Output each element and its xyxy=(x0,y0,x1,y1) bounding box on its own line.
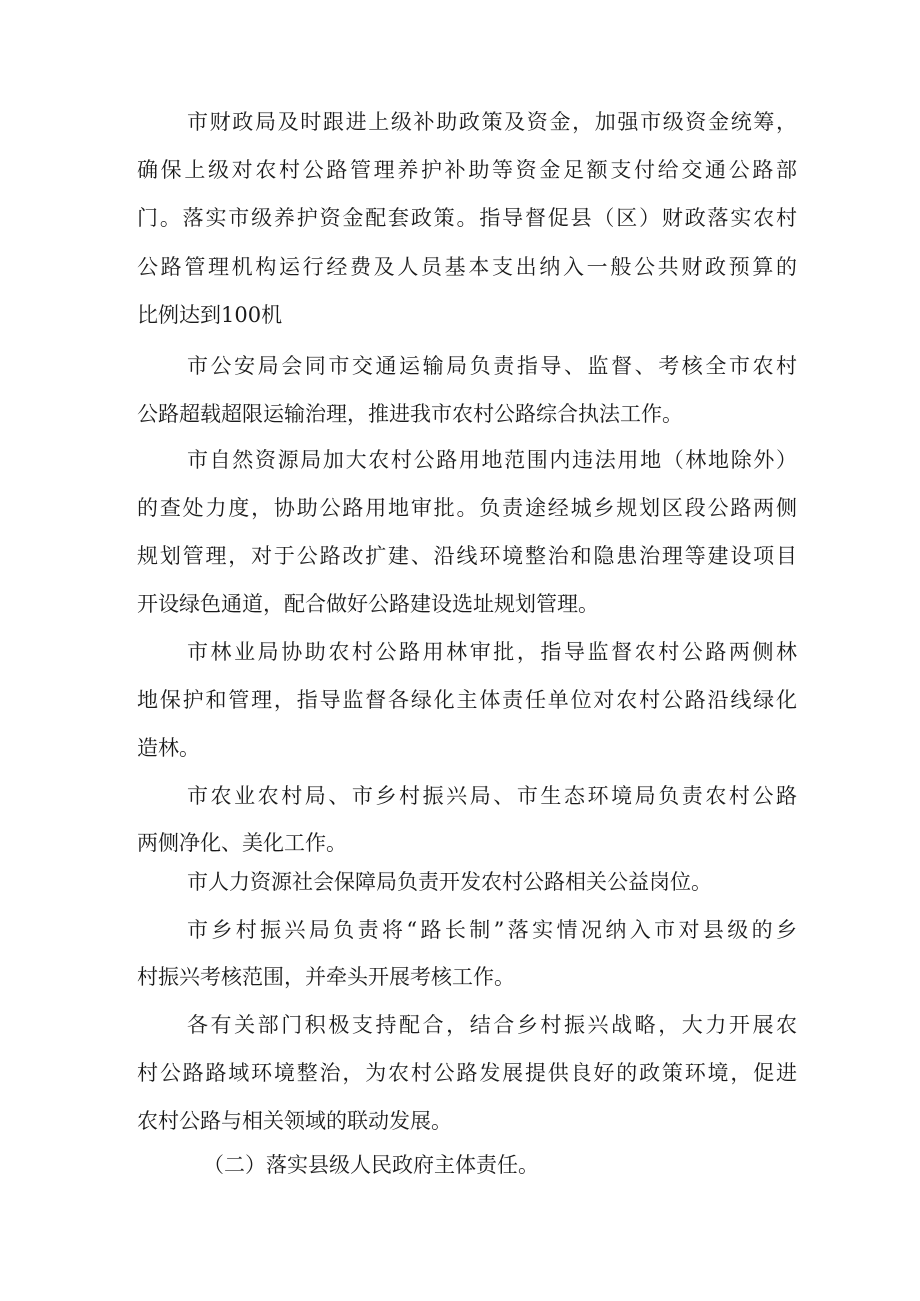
paragraph-finance-line-1: 市财政局及时跟进上级补助政策及资金，加强市级资金统筹， xyxy=(187,110,797,134)
paragraph-agriculture-line-1: 市农业农村局、市乡村振兴局、市生态环境局负责农村公路 xyxy=(187,784,797,808)
paragraph-human-resources-line-1: 市人力资源社会保障局负责开发农村公路相关公益岗位。 xyxy=(187,870,712,894)
paragraph-all-departments-line-3: 农村公路与相关领域的联动发展。 xyxy=(137,1109,452,1133)
paragraph-finance-line-3: 门。落实市级养护资金配套政策。指导督促县（区）财政落实农村 xyxy=(137,206,797,230)
paragraph-rural-revitalization-line-2: 村振兴考核范围，并牵头开展考核工作。 xyxy=(137,965,515,989)
paragraph-rural-revitalization-line-1: 市乡村振兴局负责将“路长制”落实情况纳入市对县级的乡 xyxy=(187,918,797,942)
paragraph-all-departments-line-2: 村公路路域环境整治，为农村公路发展提供良好的政策环境，促进 xyxy=(137,1061,797,1085)
paragraph-natural-resources-line-4: 开设绿色通道，配合做好公路建设选址规划管理。 xyxy=(137,592,599,616)
paragraph-public-security-line-1: 市公安局会同市交通运输局负责指导、监督、考核全市农村 xyxy=(187,354,797,378)
paragraph-natural-resources-line-1: 市自然资源局加大农村公路用地范围内违法用地（林地除外） xyxy=(187,448,797,472)
paragraph-finance-line-4: 公路管理机构运行经费及人员基本支出纳入一般公共财政预算的 xyxy=(137,255,797,279)
paragraph-forestry-line-2: 地保护和管理，指导监督各绿化主体责任单位对农村公路沿线绿化 xyxy=(137,688,797,712)
paragraph-forestry-line-3: 造林。 xyxy=(137,736,200,760)
paragraph-forestry-line-1: 市林业局协助农村公路用林审批，指导监督农村公路两侧林 xyxy=(187,640,797,664)
paragraph-agriculture-line-2: 两侧净化、美化工作。 xyxy=(137,831,347,855)
paragraph-public-security-line-2: 公路超载超限运输治理，推进我市农村公路综合执法工作。 xyxy=(137,402,683,426)
paragraph-all-departments-line-1: 各有关部门积极支持配合，结合乡村振兴战略，大力开展农 xyxy=(187,1013,797,1037)
paragraph-natural-resources-line-3: 规划管理，对于公路改扩建、沿线环境整治和隐患治理等建设项目 xyxy=(137,544,797,568)
section-heading: （二）落实县级人民政府主体责任。 xyxy=(203,1153,539,1177)
paragraph-natural-resources-line-2: 的查处力度，协助公路用地审批。负责途经城乡规划区段公路两侧 xyxy=(137,496,797,520)
paragraph-finance-line-2: 确保上级对农村公路管理养护补助等资金足额支付给交通公路部 xyxy=(137,158,797,182)
paragraph-finance-line-5: 比例达到100机 xyxy=(137,303,283,327)
